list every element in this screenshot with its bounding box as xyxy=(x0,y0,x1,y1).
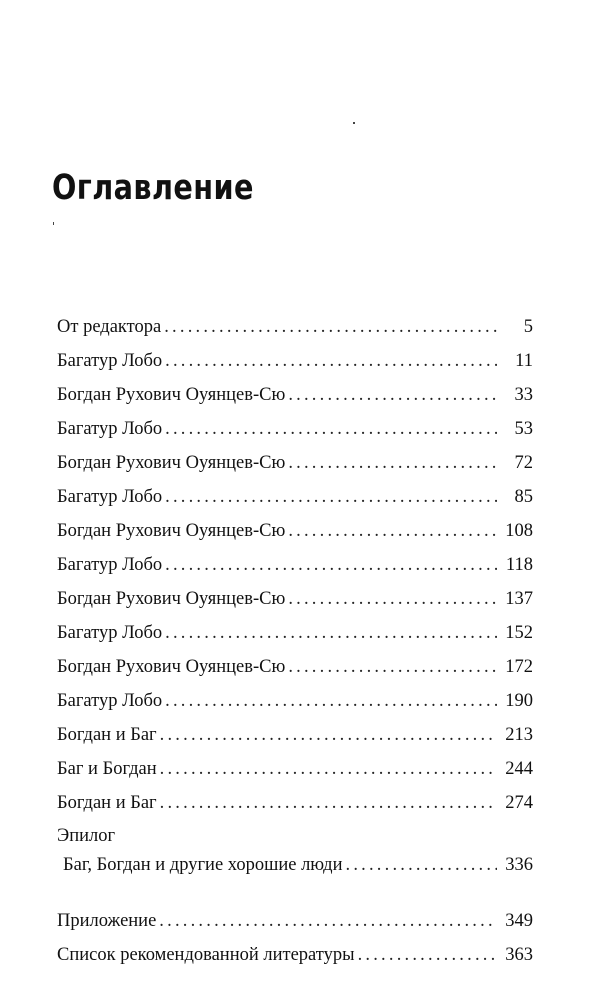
toc-entry xyxy=(57,378,533,412)
toc-entry-label: Богдан Рухович Оуянцев-Сю xyxy=(57,385,286,405)
toc-entry-label: От редактора xyxy=(57,317,162,337)
toc-entry-page: 108 xyxy=(505,521,533,541)
toc-entry-page: 363 xyxy=(505,945,533,965)
toc-entry-page: 349 xyxy=(505,911,533,931)
toc-entry xyxy=(57,650,533,684)
dot-leader xyxy=(288,650,497,684)
dot-leader xyxy=(165,480,497,514)
print-speck xyxy=(53,222,54,225)
toc-entry xyxy=(57,480,533,514)
dot-leader xyxy=(288,446,497,480)
page-title: Оглавление xyxy=(52,168,254,208)
toc-entry-label: Баг и Богдан xyxy=(57,759,157,779)
dot-leader xyxy=(358,938,497,972)
table-of-contents xyxy=(57,310,533,972)
dot-leader xyxy=(165,344,497,378)
toc-entry-page: 336 xyxy=(505,855,533,875)
toc-entry xyxy=(57,786,533,820)
toc-entry xyxy=(57,752,533,786)
toc-entry-label: Богдан Рухович Оуянцев-Сю xyxy=(57,453,286,473)
print-speck xyxy=(353,122,355,124)
dot-leader xyxy=(165,412,497,446)
toc-entry xyxy=(57,548,533,582)
toc-entry-label: Багатур Лобо xyxy=(57,555,163,575)
toc-entry-page: 118 xyxy=(505,555,533,575)
toc-entry-epilog xyxy=(57,848,533,882)
toc-entry xyxy=(57,412,533,446)
dot-leader xyxy=(160,786,497,820)
toc-entry xyxy=(57,718,533,752)
toc-entry-label: Богдан Рухович Оуянцев-Сю xyxy=(57,657,286,677)
dot-leader xyxy=(159,904,497,938)
toc-entry-page: 85 xyxy=(514,487,533,507)
toc-entry-page: 244 xyxy=(505,759,533,779)
epilog-heading: Эпилог xyxy=(57,826,116,846)
dot-leader xyxy=(165,684,497,718)
toc-entry-label: Богдан Рухович Оуянцев-Сю xyxy=(57,589,286,609)
toc-entry-page: 213 xyxy=(505,725,533,745)
toc-entry xyxy=(57,514,533,548)
toc-entry-label: Багатур Лобо xyxy=(57,623,163,643)
toc-entry-page: 190 xyxy=(505,691,533,711)
toc-entry-page: 33 xyxy=(514,385,533,405)
toc-entry-page: 274 xyxy=(505,793,533,813)
toc-entry-page: 172 xyxy=(505,657,533,677)
toc-entry-label: Баг, Богдан и другие хорошие люди xyxy=(63,855,343,875)
dot-leader xyxy=(288,514,497,548)
toc-entry xyxy=(57,904,533,938)
toc-entry xyxy=(57,582,533,616)
toc-entry-label: Приложение xyxy=(57,911,157,931)
toc-entry-page: 11 xyxy=(515,351,533,371)
toc-entry-page: 53 xyxy=(514,419,533,439)
toc-entry-label: Богдан Рухович Оуянцев-Сю xyxy=(57,521,286,541)
dot-leader xyxy=(288,582,497,616)
dot-leader xyxy=(165,616,497,650)
dot-leader xyxy=(164,310,497,344)
dot-leader xyxy=(288,378,497,412)
toc-entry xyxy=(57,310,533,344)
toc-entry-label: Багатур Лобо xyxy=(57,419,163,439)
toc-entry-label: Багатур Лобо xyxy=(57,691,163,711)
toc-entry-page: 5 xyxy=(523,317,533,337)
toc-entry xyxy=(57,938,533,972)
toc-entry-page: 72 xyxy=(514,453,533,473)
toc-entry xyxy=(57,446,533,480)
dot-leader xyxy=(160,718,497,752)
toc-entry-label: Богдан и Баг xyxy=(57,793,157,813)
toc-entry-page: 152 xyxy=(505,623,533,643)
toc-entry-label: Багатур Лобо xyxy=(57,487,163,507)
toc-entry xyxy=(57,344,533,378)
dot-leader xyxy=(160,752,497,786)
dot-leader xyxy=(165,548,497,582)
dot-leader xyxy=(346,848,498,882)
toc-entry-label: Багатур Лобо xyxy=(57,351,163,371)
toc-entry-label: Список рекомендованной литературы xyxy=(57,945,355,965)
toc-entry-page: 137 xyxy=(505,589,533,609)
section-gap xyxy=(57,882,533,904)
toc-entry-label: Богдан и Баг xyxy=(57,725,157,745)
toc-entry xyxy=(57,684,533,718)
toc-entry xyxy=(57,616,533,650)
